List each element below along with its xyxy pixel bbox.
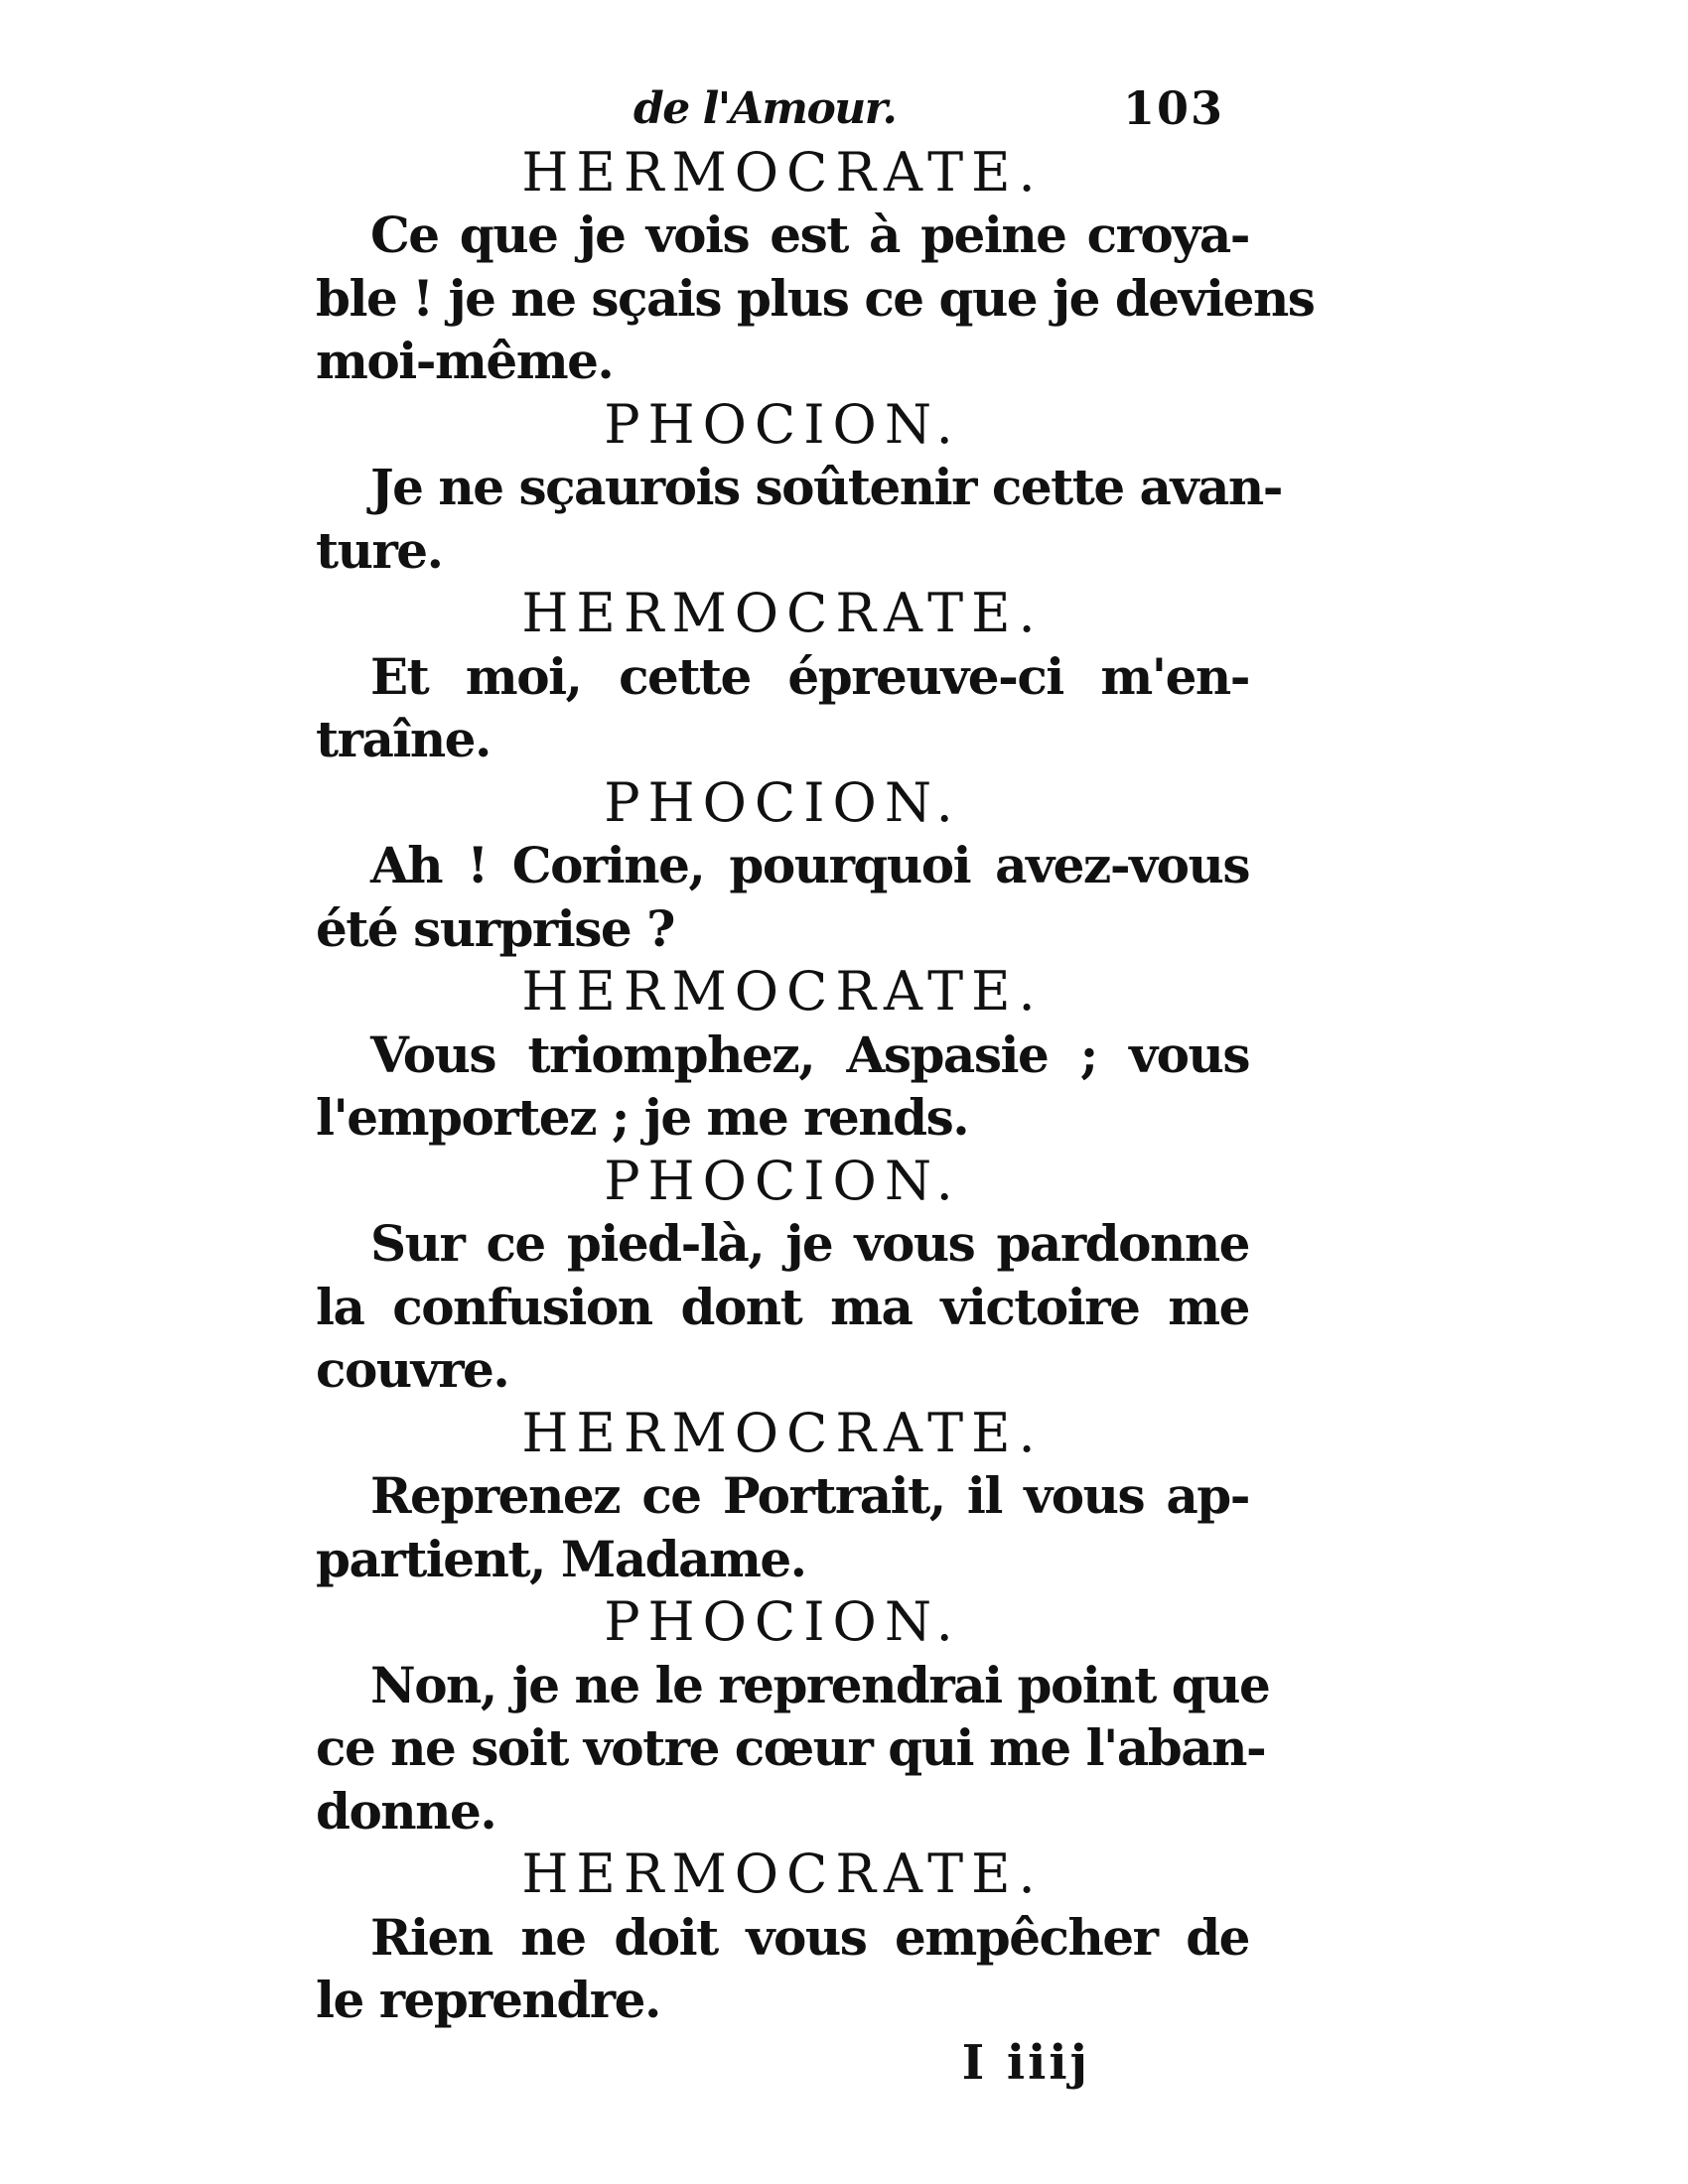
speech-line: Vous triomphez, Aspasie ; vous — [370, 1024, 1249, 1084]
speech-line: été surprise ? — [316, 898, 674, 958]
speaker-name: HERMOCRATE. — [521, 140, 1044, 204]
speech-line: Je ne sçaurois soûtenir cette avan- — [370, 458, 1283, 516]
speech — [316, 582, 1249, 771]
speech-line: l'emportez ; je me rends. — [316, 1088, 969, 1147]
speech — [316, 392, 1283, 583]
speech-line: couvre. — [316, 1340, 509, 1399]
speaker-name: HERMOCRATE. — [521, 1843, 1044, 1905]
speaker-name: HERMOCRATE. — [521, 960, 1044, 1023]
speech-line: la confusion dont ma victoire me — [316, 1277, 1249, 1336]
speech-line: Ce que je vois est à peine croya- — [370, 205, 1249, 264]
speaker-name: HERMOCRATE. — [521, 582, 1044, 644]
speech — [316, 771, 1249, 961]
speech-line: Sur ce pied-là, je vous pardonne — [370, 1214, 1249, 1273]
speech — [316, 960, 1249, 1150]
book-page — [316, 77, 1315, 2095]
speaker-name: HERMOCRATE. — [521, 1401, 1044, 1464]
speech — [316, 1590, 1270, 1843]
speech-line: Ah ! Corine, pourquoi avez-vous — [370, 836, 1249, 894]
speech-line: ture. — [316, 520, 443, 580]
speech — [316, 1402, 1249, 1591]
speech-line: Non, je ne le reprendrai point que — [370, 1655, 1270, 1714]
speech-line: Et moi, cette épreuve-ci m'en- — [370, 646, 1249, 706]
speech-line: partient, Madame. — [316, 1529, 806, 1588]
dialogue — [316, 140, 1315, 2032]
page-number: 103 — [1122, 81, 1224, 135]
signature-mark: I iiij — [961, 2034, 1090, 2091]
speech-line: ble ! je ne sçais plus ce que je deviens — [316, 268, 1315, 328]
speech-line: Rien ne doit vous empêcher de — [370, 1907, 1249, 1967]
speaker-name: PHOCION. — [604, 392, 961, 456]
speech-line: traîne. — [316, 710, 491, 768]
page-header — [316, 77, 1249, 141]
speech — [316, 140, 1315, 393]
speech-line: ce ne soit votre cœur qui me l'aban- — [316, 1718, 1266, 1777]
speaker-name: PHOCION. — [604, 770, 961, 834]
speech — [316, 1843, 1249, 2032]
speech-line: le reprendre. — [316, 1971, 660, 2029]
speaker-name: PHOCION. — [604, 1149, 961, 1212]
speech-line: donne. — [316, 1781, 496, 1841]
running-title: de l'Amour. — [633, 83, 897, 134]
speech — [316, 1150, 1249, 1402]
speaker-name: PHOCION. — [604, 1590, 961, 1653]
speech-line: moi-même. — [316, 332, 614, 390]
speech-line: Reprenez ce Portrait, il vous ap- — [370, 1466, 1249, 1525]
